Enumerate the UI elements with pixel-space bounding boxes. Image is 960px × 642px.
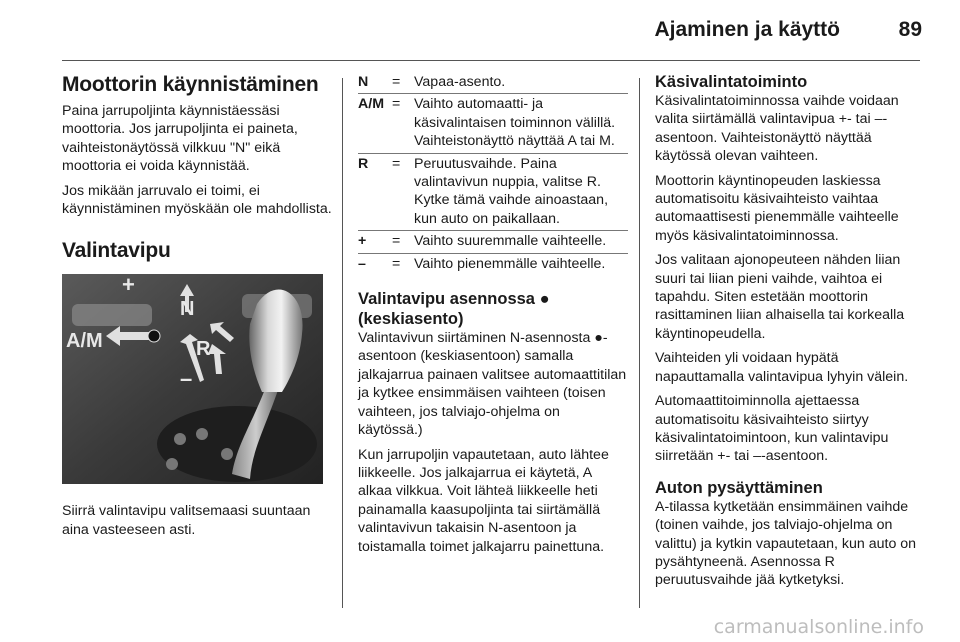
definition-eq: = xyxy=(392,74,401,90)
paragraph: Jos mikään jarruvalo ei toimi, ei käynnistäminen myöskään ole mahdollista. xyxy=(62,182,332,218)
definition-key: – xyxy=(358,255,366,272)
column-2 xyxy=(358,72,628,562)
definition-value: Vaihto automaatti- ja käsivalintaisen toiminnon välillä. Vaihteistonäyttö näyttää A tai M. xyxy=(414,96,616,150)
paragraph: Vaihteiden yli voidaan hypätä napauttamalla valintavipua lyhyin välein. xyxy=(655,350,909,385)
column-divider-1 xyxy=(342,78,343,608)
paragraph: Kun jarrupoljin vapautetaan, auto lähtee liikkeelle. Jos jalkajarrua ei käytetä, A alkaa vilkkua. Voit lähteä liikkeelle heti painamalla kaasupoljinta tai siirtämällä valintavivun takaisin N-asentoon ja toistamalla toimet jalkajarru painettuna. xyxy=(358,446,609,555)
definition-value: Peruutusvaihde. Paina valintavivun nuppia, valitse R. Kytke tämä vaihde ainoastaan, kun auto on paikallaan. xyxy=(414,155,609,227)
figure-label-plus: + xyxy=(122,274,135,298)
paragraph: Jos valitaan ajonopeuteen nähden liian suuri tai liian pieni vaihde, vaihtoa ei tapahdu. Siten estetään moottorin rasittaminen liian alhaisella tai korkealla käyntinopeudella. xyxy=(655,252,905,342)
section-heading-selector-lever: Valintavipu xyxy=(62,239,171,263)
figure-caption: Siirrä valintavipu valitsemaasi suuntaan aina vasteeseen asti. xyxy=(62,503,311,538)
definition-value: Vapaa-asento. xyxy=(414,74,506,90)
definition-list xyxy=(358,72,628,275)
definition-eq: = xyxy=(392,96,401,113)
figure-label-minus: – xyxy=(180,366,193,392)
section-heading-manual-mode: Käsivalintatoiminto xyxy=(655,73,808,91)
definition-row xyxy=(358,72,628,94)
paragraph: Paina jarrupoljinta käynnistäessäsi moottoria. Jos jarrupoljinta ei paineta, vaihteistonäytössä vilkkuu "N" eikä moottoria ei voida käynnistää. xyxy=(62,103,298,175)
section-heading-engine-start: Moottorin käynnistäminen xyxy=(62,73,319,96)
definition-row xyxy=(358,254,628,275)
figure-label-am: A/M xyxy=(66,330,103,353)
definition-eq: = xyxy=(392,155,401,172)
column-divider-2 xyxy=(639,78,640,608)
definition-eq: = xyxy=(392,255,401,272)
definition-key: R xyxy=(358,155,369,172)
paragraph: Valintavivun siirtäminen N-asennosta ●-asentoon (keskiasentoon) samalla jalkajarrua painaen valitsee automaattitilan ja kytkee ensimmäisen vaihteen (toisen vaihteen, jos talviajo-ohjelma on käytössä.) xyxy=(358,330,627,439)
definition-row xyxy=(358,94,628,153)
gear-lever-figure xyxy=(62,274,323,484)
section-heading-stopping: Auton pysäyttäminen xyxy=(655,478,823,497)
page-header xyxy=(0,0,960,60)
definition-value: Vaihto suuremmalle vaihteelle. xyxy=(414,233,607,250)
header-divider xyxy=(62,60,920,61)
definition-eq: = xyxy=(392,233,401,250)
watermark: carmanualsonline.info xyxy=(713,616,924,638)
paragraph: Käsivalintatoiminnossa vaihde voidaan valita siirtämällä valintavipua +- tai –-asentoon. Vaihteistonäyttö näyttää käytössä olevan vaihteen. xyxy=(655,93,899,165)
definition-row xyxy=(358,154,628,232)
figure-label-n: N xyxy=(180,298,195,321)
section-heading-middle-position: Valintavipu asennossa ● (keskiasento) xyxy=(358,290,550,329)
definition-key: A/M xyxy=(358,96,385,113)
paragraph: Automaattitoiminnolla ajettaessa automatisoitu käsivaihteisto siirtyy käsivalintatoimintoon, kun valintavipu siirretään +- tai –-asentoon. xyxy=(655,393,889,465)
page-number: 89 xyxy=(898,18,922,41)
column-3 xyxy=(655,72,923,596)
definition-key: N xyxy=(358,74,369,90)
definition-row xyxy=(358,231,628,253)
column-1 xyxy=(62,72,332,545)
definition-value: Vaihto pienemmälle vaihteelle. xyxy=(414,255,606,272)
figure-label-r: R xyxy=(196,338,211,361)
definition-key: + xyxy=(358,233,367,250)
paragraph: Moottorin käyntinopeuden laskiessa automatisoitu käsivaihteisto vaihtaa automaattisesti pienemmälle vaihteelle myös käsivalintatoiminnossa. xyxy=(655,172,899,244)
paragraph: A-tilassa kytketään ensimmäinen vaihde (toinen vaihde, jos talviajo-ohjelma on valittu) ja kytkin vapautetaan, kun auto on pysähtyneenä. Asennossa R peruutusvaihde jää kytketyksi. xyxy=(655,498,917,589)
header-title: Ajaminen ja käyttö xyxy=(654,18,840,41)
